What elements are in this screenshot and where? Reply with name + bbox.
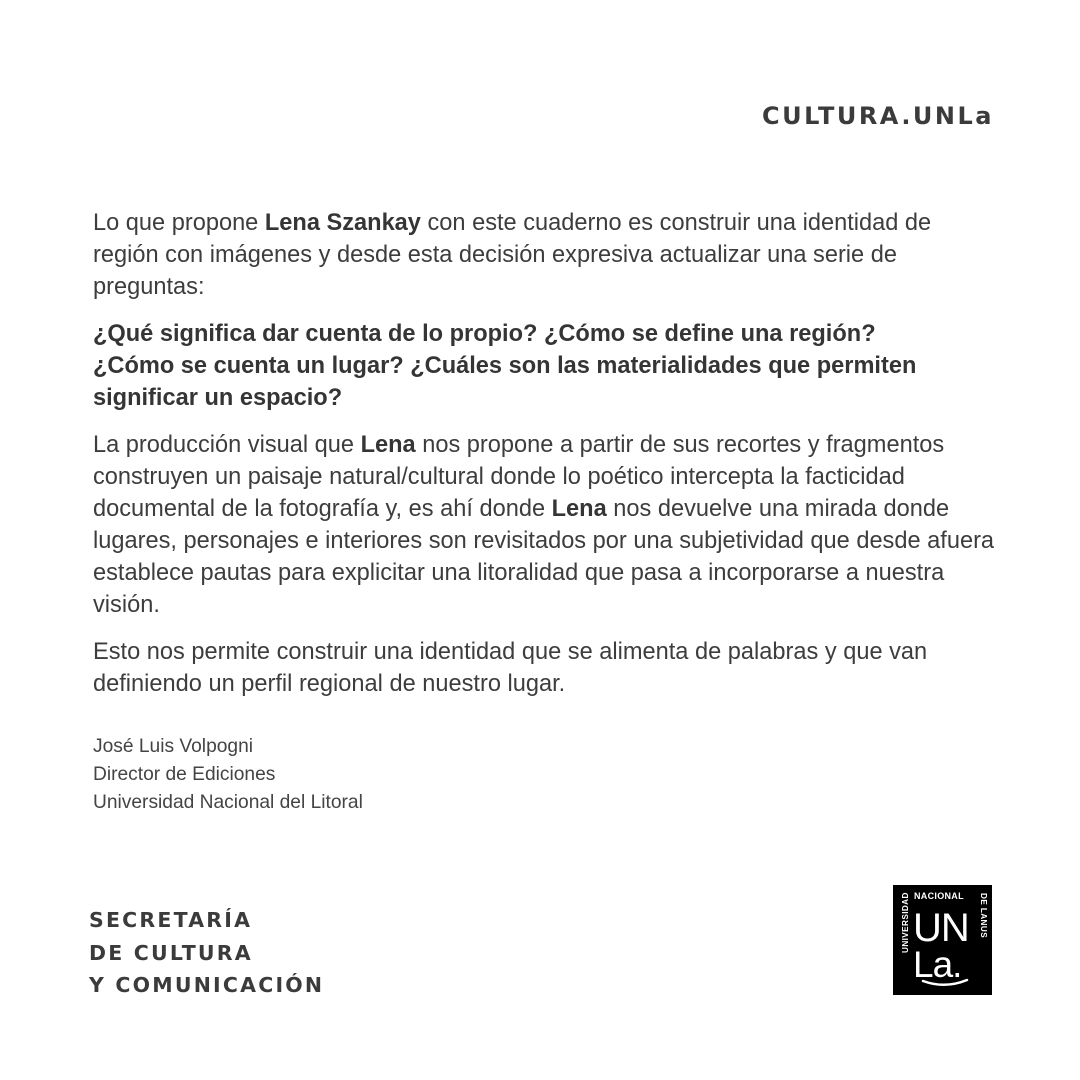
intro-text-start: Lo que propone [93,210,265,236]
intro-text-end: con este cuaderno es construir una identidad de región con imágenes y desde esta decisión expresiva actualizar una serie de preguntas: [93,210,932,300]
article-body [93,207,1003,715]
question-line-1: ¿Qué significa dar cuenta de lo propio? ¿Cómo se define una región? [93,321,876,347]
logo-text-la: La. [913,944,962,985]
signature-block [93,733,363,817]
production-text-1: La producción visual que [93,432,361,458]
paragraph-intro [93,207,1003,303]
production-text-2: nos propone a partir de sus recortes y fragmentos construyen un paisaje natural/cultural donde lo poético intercepta la facticidad documental de la fotografía y, es ahí donde [93,432,945,522]
artist-name-1: Lena [360,432,416,458]
paragraph-closing: Esto nos permite construir una identidad que se alimenta de palabras y que van definiendo un perfil regional de nuestro lugar. [93,639,928,697]
logo-text-top: NACIONAL [914,891,964,901]
department-line-3: Y COMUNICACIÓN [89,973,325,997]
question-line-2: ¿Cómo se cuenta un lugar? ¿Cuáles son las materialidades que permiten significar un espacio? [93,353,917,411]
unla-logo [893,885,992,995]
signature-role: Director de Ediciones [93,764,276,785]
brand-header: CULTURA.UNLa [762,102,994,130]
artist-name-2: Lena [551,496,607,522]
logo-text-left: UNIVERSIDAD [901,892,910,953]
signature-name: José Luis Volpogni [93,736,254,757]
logo-text-un: UN [913,906,969,950]
signature-institution: Universidad Nacional del Litoral [93,792,363,813]
paragraph-questions [93,318,1003,414]
logo-text-right: DE LANUS [979,893,988,939]
department-line-2: DE CULTURA [89,940,253,965]
production-text-3: nos devuelve una mirada donde lugares, personajes e interiores son revisitados por una subjetividad que desde afuera establece pautas para explicitar una litoralidad que pasa a incorporarse a nuestra visión. [93,496,995,618]
department-name [89,904,324,1002]
department-line-1: SECRETARÍA [89,908,253,932]
paragraph-production [93,429,1003,621]
artist-name: Lena Szankay [264,210,421,236]
